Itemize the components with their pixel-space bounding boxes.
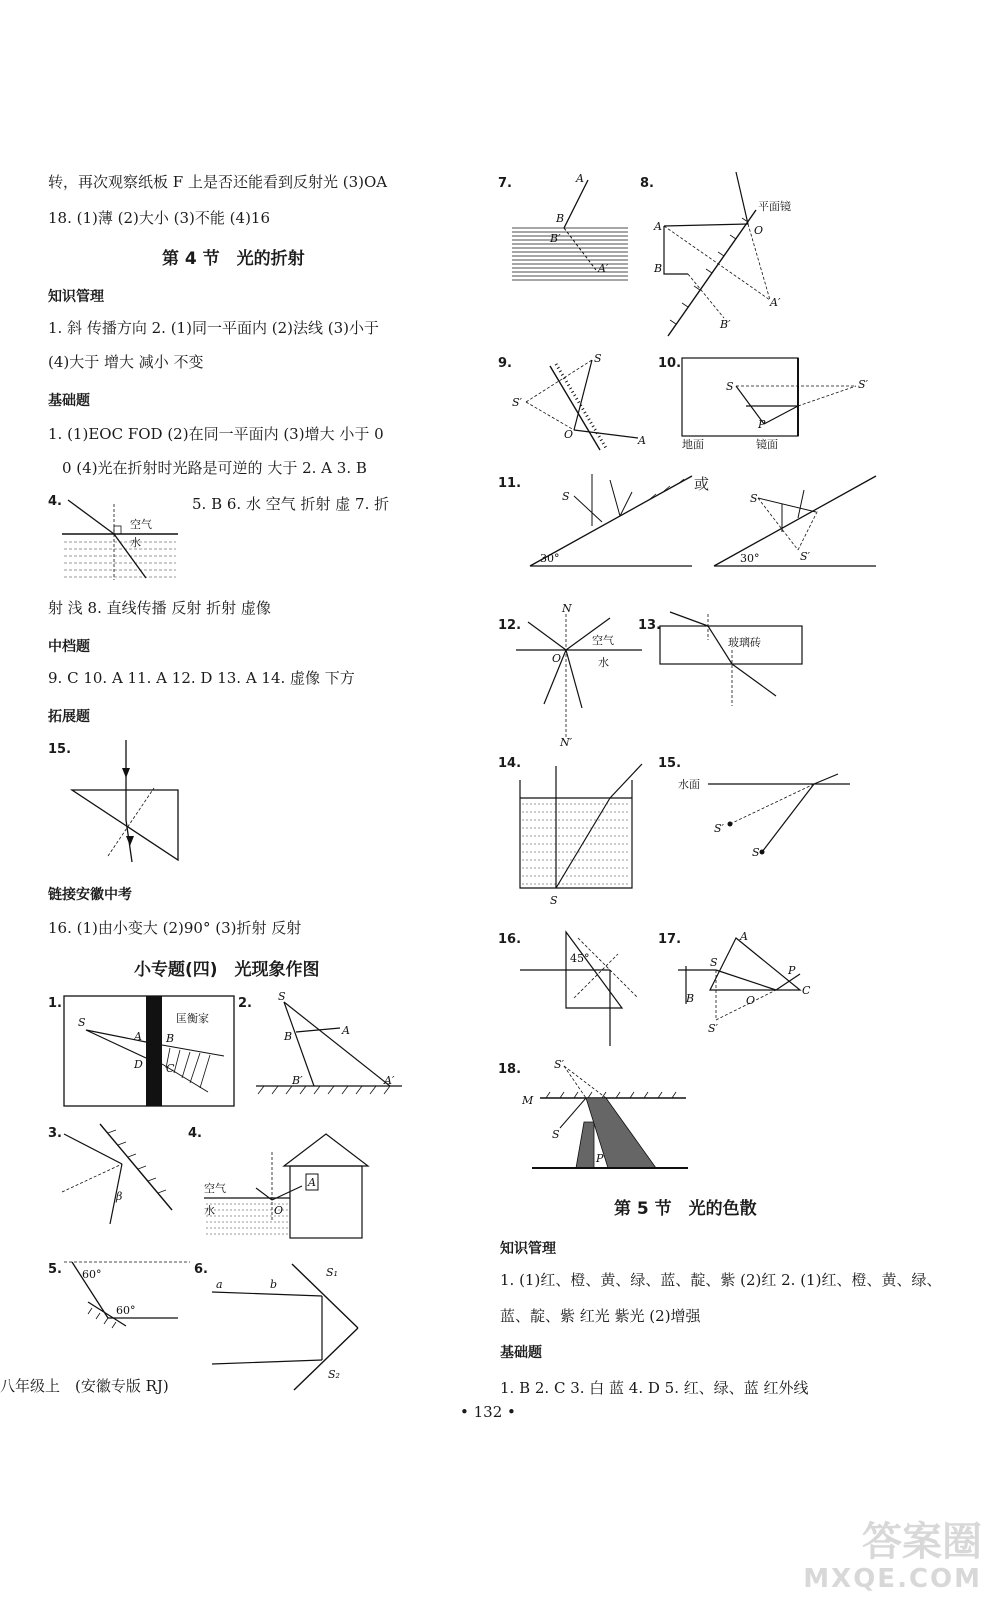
footer-grade: 八年级上 (安徽专版 RJ) — [0, 1377, 169, 1395]
text-line-b: 18. (1)薄 (2)大小 (3)不能 (4)16 — [48, 209, 271, 227]
svg-text:A: A — [308, 1176, 316, 1189]
watermark-line2: MXQE.COM — [803, 1564, 982, 1594]
heading-basic-right: 基础题 — [500, 1345, 542, 1361]
svg-text:S: S — [752, 846, 760, 859]
figure-17 — [676, 930, 816, 1040]
topic-figure-6 — [208, 1262, 368, 1392]
topic-fig-number-3: 3. — [48, 1126, 62, 1141]
topic-fig4-water-label: 水 — [204, 1204, 215, 1217]
svg-text:S′: S′ — [512, 396, 523, 409]
svg-text:B: B — [686, 992, 695, 1005]
svg-text:b: b — [270, 1278, 278, 1291]
svg-text:60°: 60° — [116, 1304, 136, 1317]
svg-text:S₁: S₁ — [326, 1266, 338, 1279]
fig-number-11: 11. — [498, 476, 522, 491]
svg-text:A: A — [134, 1030, 142, 1043]
svg-text:O: O — [564, 428, 574, 441]
topic-fig-number-6: 6. — [194, 1262, 208, 1277]
fig-number-7: 7. — [498, 176, 512, 191]
figure-10 — [680, 354, 870, 450]
topic-fig-number-2: 2. — [238, 996, 252, 1011]
topic-figure-2 — [254, 992, 404, 1102]
refraction-figure-4 — [60, 494, 180, 586]
heading-knowledge-right: 知识管理 — [500, 1241, 556, 1257]
text-b2: 0 (4)光在折射时光路是可逆的 大于 2. A 3. B — [62, 459, 367, 477]
text-k2: (4)大于 增大 减小 不变 — [48, 353, 204, 371]
text-right-b1: 1. B 2. C 3. 白 蓝 4. D 5. 红、绿、蓝 红外线 — [500, 1379, 809, 1397]
fig-number-9: 9. — [498, 356, 512, 371]
svg-text:P: P — [788, 964, 796, 977]
fig-number-18: 18. — [498, 1062, 522, 1077]
svg-text:N′: N′ — [560, 736, 573, 749]
text-right-k2: 蓝、靛、紫 红光 紫光 (2)增强 — [500, 1307, 701, 1325]
fig13-glass-label: 玻璃砖 — [728, 636, 761, 649]
svg-text:A′: A′ — [770, 296, 781, 309]
svg-text:N: N — [562, 602, 572, 615]
svg-text:a: a — [216, 1278, 223, 1291]
topic-fig-number-4: 4. — [188, 1126, 202, 1141]
section-title-refraction: 第 4 节 光的折射 — [162, 249, 305, 269]
svg-text:O: O — [754, 224, 764, 237]
fig-number-4: 4. — [48, 494, 62, 509]
svg-text:S: S — [552, 1128, 560, 1141]
text-right-k1: 1. (1)红、橙、黄、绿、蓝、靛、紫 (2)红 2. (1)红、橙、黄、绿、 — [500, 1271, 942, 1289]
figure-18 — [520, 1058, 690, 1170]
text-l1: 16. (1)由小变大 (2)90° (3)折射 反射 — [48, 919, 302, 937]
svg-text:A: A — [638, 434, 646, 447]
prism-figure-15 — [60, 738, 190, 868]
text-b4: 射 浅 8. 直线传播 反射 折射 虚像 — [48, 599, 271, 617]
svg-text:S′: S′ — [708, 1022, 719, 1035]
fig-number-14: 14. — [498, 756, 522, 771]
heading-knowledge: 知识管理 — [48, 289, 104, 305]
fig11a-angle: 30° — [540, 552, 560, 565]
text-m1: 9. C 10. A 11. A 12. D 13. A 14. 虚像 下方 — [48, 669, 355, 687]
topic-fig1-label: 匡衡家 — [176, 1012, 209, 1025]
svg-text:S: S — [710, 956, 718, 969]
watermark — [803, 1520, 982, 1594]
fig8-mirror-label: 平面镜 — [758, 200, 791, 213]
topic-title: 小专题(四) 光现象作图 — [134, 960, 320, 980]
svg-text:S: S — [726, 380, 734, 393]
figure-15-right — [678, 772, 858, 862]
svg-text:B: B — [556, 212, 565, 225]
svg-text:B′: B′ — [550, 232, 561, 245]
or-label: 或 — [694, 475, 710, 493]
svg-text:A′: A′ — [384, 1074, 395, 1087]
figure-8 — [652, 168, 812, 338]
fig-number-10: 10. — [658, 356, 682, 371]
topic-figure-3 — [60, 1120, 180, 1230]
topic-fig-number-1: 1. — [48, 996, 62, 1011]
svg-text:O: O — [746, 994, 756, 1007]
figure-13 — [658, 610, 808, 720]
svg-text:S: S — [78, 1016, 86, 1029]
fig12-water-label: 水 — [598, 656, 609, 669]
fig-number-15-left: 15. — [48, 742, 72, 757]
fig-number-15-right: 15. — [658, 756, 682, 771]
topic-figure-1 — [62, 994, 237, 1108]
svg-text:A: A — [342, 1024, 350, 1037]
section-title-dispersion: 第 5 节 光的色散 — [614, 1199, 757, 1219]
svg-text:C: C — [166, 1062, 175, 1075]
svg-text:A′: A′ — [598, 262, 609, 275]
text-b1: 1. (1)EOC FOD (2)在同一平面内 (3)增大 小于 0 — [48, 425, 384, 443]
svg-text:O: O — [552, 652, 562, 665]
topic-fig-number-5: 5. — [48, 1262, 62, 1277]
topic-fig4-air-label: 空气 — [204, 1182, 226, 1195]
text-k1: 1. 斜 传播方向 2. (1)同一平面内 (2)法线 (3)小于 — [48, 319, 379, 337]
fig16-angle: 45° — [570, 952, 590, 965]
fig15-surface-label: 水面 — [678, 778, 700, 791]
topic-figure-4 — [200, 1122, 370, 1238]
fig-number-13: 13. — [638, 618, 662, 633]
heading-extension: 拓展题 — [48, 709, 90, 725]
svg-text:A: A — [740, 930, 748, 943]
figure-16 — [518, 928, 648, 1048]
page-number: • 132 • — [460, 1403, 516, 1421]
fig10-ground-label: 地面 — [682, 438, 704, 451]
svg-text:S′: S′ — [858, 378, 869, 391]
svg-text:A: A — [654, 220, 662, 233]
figure-11b — [712, 470, 882, 570]
figure-12 — [514, 602, 644, 749]
svg-text:P: P — [758, 418, 766, 431]
svg-text:S′: S′ — [554, 1058, 565, 1071]
svg-text:B: B — [284, 1030, 293, 1043]
svg-text:S₂: S₂ — [328, 1368, 340, 1381]
heading-link: 链接安徽中考 — [48, 887, 132, 903]
svg-text:A: A — [576, 172, 584, 185]
figure-11a — [528, 470, 698, 570]
svg-text:B′: B′ — [720, 318, 731, 331]
svg-text:S: S — [594, 352, 602, 365]
svg-text:B′: B′ — [292, 1074, 303, 1087]
fig-number-12: 12. — [498, 618, 522, 633]
fig4-air-label: 空气 — [130, 518, 152, 531]
fig4-water-label: 水 — [130, 536, 141, 549]
text-line-a: 转，再次观察纸板 F 上是否还能看到反射光 (3)OA — [48, 173, 388, 191]
fig10-mirror-label: 镜面 — [756, 438, 778, 451]
heading-mid: 中档题 — [48, 639, 90, 655]
watermark-line1: 答案圈 — [862, 1519, 982, 1565]
svg-text:S: S — [750, 492, 758, 505]
figure-7 — [510, 170, 630, 288]
topic-figure-5 — [62, 1256, 192, 1336]
fig-number-16: 16. — [498, 932, 522, 947]
svg-text:60°: 60° — [82, 1268, 102, 1281]
svg-text:B: B — [166, 1032, 175, 1045]
text-b3: 5. B 6. 水 空气 折射 虚 7. 折 — [192, 495, 390, 513]
fig-number-17: 17. — [658, 932, 682, 947]
svg-text:S: S — [562, 490, 570, 503]
svg-text:S: S — [550, 894, 558, 907]
svg-text:B: B — [654, 262, 663, 275]
svg-text:P: P — [596, 1152, 604, 1165]
fig12-air-label: 空气 — [592, 634, 614, 647]
figure-14 — [518, 760, 648, 908]
figure-9 — [510, 352, 660, 452]
svg-text:O: O — [274, 1204, 284, 1217]
heading-basic: 基础题 — [48, 393, 90, 409]
svg-text:S: S — [278, 990, 286, 1003]
fig11b-angle: 30° — [740, 552, 760, 565]
svg-text:β: β — [116, 1190, 123, 1203]
svg-text:S′: S′ — [714, 822, 725, 835]
svg-text:S′: S′ — [800, 550, 811, 563]
svg-text:M: M — [522, 1094, 534, 1107]
fig-number-8: 8. — [640, 176, 654, 191]
svg-text:D: D — [134, 1058, 143, 1071]
svg-text:C: C — [802, 984, 811, 997]
